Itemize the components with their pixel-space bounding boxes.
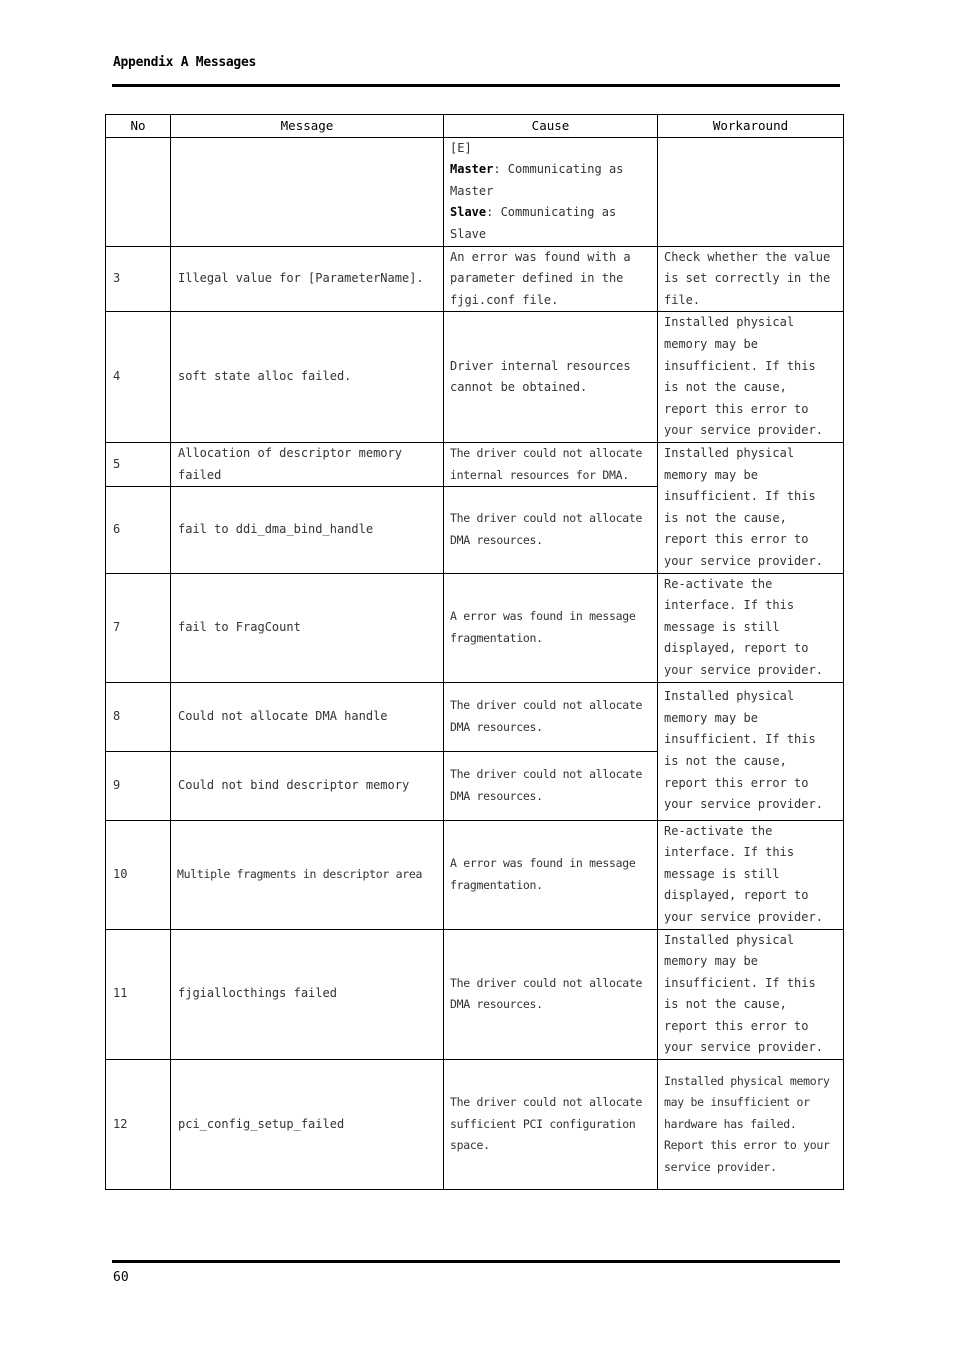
- cell-message: fail to FragCount: [171, 573, 444, 682]
- cell-workaround: Installed physical memory may be insufficient. If this is not the cause, report this error to your service provider.: [658, 442, 844, 573]
- cell-workaround: Installed physical memory may be insufficient. If this is not the cause, report this error to your service provider.: [658, 312, 844, 443]
- table-row: [106, 929, 844, 1060]
- cell-cause: The driver could not allocate DMA resources.: [444, 751, 658, 820]
- column-header-no: No: [106, 115, 171, 138]
- table-row: [106, 682, 844, 751]
- column-header-workaround: Workaround: [658, 115, 844, 138]
- cell-no: 11: [106, 929, 171, 1060]
- cell-message: Could not allocate DMA handle: [171, 682, 444, 751]
- column-header-cause: Cause: [444, 115, 658, 138]
- cell-cause: An error was found with a parameter defined in the fjgi.conf file.: [444, 246, 658, 312]
- table-row: [106, 312, 844, 443]
- master-label: Master: [450, 162, 494, 177]
- cell-cause: The driver could not allocate internal resources for DMA.: [444, 442, 658, 486]
- cell-no: 9: [106, 751, 171, 820]
- master-text: : Communicating as Master: [450, 162, 624, 198]
- cell-no: 3: [106, 246, 171, 312]
- cell-message: [171, 137, 444, 246]
- cell-cause: A error was found in message fragmentation.: [444, 820, 658, 929]
- cell-no: [106, 137, 171, 246]
- table-header-row: [106, 115, 844, 138]
- cell-cause: [444, 137, 658, 246]
- cell-message: pci_config_setup_failed: [171, 1060, 444, 1190]
- page-header-title: Appendix A Messages: [113, 55, 257, 70]
- slave-label: Slave: [450, 205, 487, 220]
- slave-text: : Communicating as Slave: [450, 205, 617, 241]
- cell-message: fjgiallocthings failed: [171, 929, 444, 1060]
- cell-cause: The driver could not allocate DMA resources.: [444, 682, 658, 751]
- table-row: [106, 573, 844, 682]
- table-row: [106, 137, 844, 246]
- cell-no: 8: [106, 682, 171, 751]
- header-divider: [112, 84, 840, 87]
- cell-no: 10: [106, 820, 171, 929]
- table-row: [106, 246, 844, 312]
- cell-workaround: Re-activate the interface. If this message is still displayed, report to your service provider.: [658, 820, 844, 929]
- cell-workaround: Installed physical memory may be insufficient. If this is not the cause, report this error to your service provider.: [658, 682, 844, 820]
- cell-message: fail to ddi_dma_bind_handle: [171, 487, 444, 573]
- cell-workaround: Check whether the value is set correctly in the file.: [658, 246, 844, 312]
- cell-cause: The driver could not allocate DMA resources.: [444, 929, 658, 1060]
- cell-no: 12: [106, 1060, 171, 1190]
- cell-no: 6: [106, 487, 171, 573]
- cell-cause: The driver could not allocate sufficient PCI configuration space.: [444, 1060, 658, 1190]
- cell-workaround: Installed physical memory may be insufficient. If this is not the cause, report this error to your service provider.: [658, 929, 844, 1060]
- cell-message: Illegal value for [ParameterName].: [171, 246, 444, 312]
- page-number: 60: [113, 1270, 129, 1285]
- cell-no: 7: [106, 573, 171, 682]
- cause-e-marker: [E]: [450, 140, 472, 155]
- cell-workaround: [658, 137, 844, 246]
- column-header-message: Message: [171, 115, 444, 138]
- cell-workaround: Installed physical memory may be insufficient or hardware has failed. Report this error to your service provider.: [658, 1060, 844, 1190]
- cause-master-line: [450, 159, 651, 202]
- cell-cause: The driver could not allocate DMA resources.: [444, 487, 658, 573]
- cell-workaround: Re-activate the interface. If this message is still displayed, report to your service provider.: [658, 573, 844, 682]
- footer-divider: [112, 1260, 840, 1263]
- cell-message: Could not bind descriptor memory: [171, 751, 444, 820]
- cell-message: Allocation of descriptor memory failed: [171, 442, 444, 486]
- cell-no: 5: [106, 442, 171, 486]
- table-row: [106, 1060, 844, 1190]
- cell-cause: A error was found in message fragmentation.: [444, 573, 658, 682]
- table-row: [106, 442, 844, 486]
- cell-cause: Driver internal resources cannot be obtained.: [444, 312, 658, 443]
- cell-no: 4: [106, 312, 171, 443]
- cause-slave-line: [450, 202, 651, 245]
- cell-message: soft state alloc failed.: [171, 312, 444, 443]
- messages-table: [105, 114, 844, 1190]
- table-row: [106, 820, 844, 929]
- cell-message: Multiple fragments in descriptor area: [171, 820, 444, 929]
